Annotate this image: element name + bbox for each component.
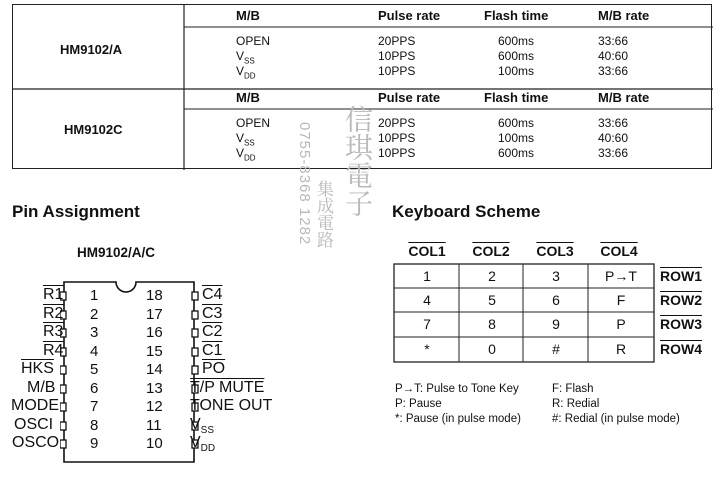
pin-number: 3	[90, 324, 99, 341]
header-mb-rate: M/B rate	[598, 90, 650, 105]
row-header: ROW4	[660, 341, 702, 357]
mb-value: OPEN	[236, 34, 271, 48]
legend-item: *: Pause (in pulse mode)	[395, 413, 521, 425]
key-cell: 4	[423, 292, 431, 308]
pulse-value: 10PPS	[378, 131, 416, 145]
watermark-subtitle: 集成電路	[314, 180, 333, 248]
key-cell: 9	[552, 316, 560, 332]
pin-label: OSCO	[12, 434, 60, 451]
pin-number: 18	[146, 287, 163, 304]
rate-value: 40:60	[598, 131, 629, 145]
header-flash-time: Flash time	[484, 90, 549, 105]
chip-name: HM9102/A/C	[77, 245, 156, 260]
pin-number: 2	[90, 306, 99, 323]
column-header: COL2	[472, 243, 510, 259]
key-cell: 7	[423, 316, 431, 332]
column-header: COL3	[536, 243, 574, 259]
pin-label: R4	[43, 342, 64, 359]
pin-label: $V_{SS}$	[190, 416, 215, 437]
rate-value: 33:66	[598, 146, 629, 160]
pin-label: C4	[202, 286, 223, 303]
key-cell: 8	[488, 316, 496, 332]
pin-number: 15	[146, 343, 163, 360]
key-cell: F	[616, 292, 626, 308]
flash-value: 600ms	[498, 34, 535, 48]
legend-item: R: Redial	[552, 398, 600, 410]
flash-value: 600ms	[498, 49, 535, 63]
watermark-company: 信琪電子	[342, 105, 373, 217]
key-cell: 6	[552, 292, 560, 308]
rate-value: 33:66	[598, 116, 629, 130]
key-cell: P→T	[605, 268, 637, 284]
pin-number: 12	[146, 398, 163, 415]
pulse-value: 10PPS	[378, 146, 416, 160]
pin-number: 17	[146, 306, 163, 323]
key-cell: P	[616, 316, 626, 332]
flash-value: 100ms	[498, 64, 535, 78]
pin-number: 14	[146, 361, 163, 378]
pin-number: 1	[90, 287, 99, 304]
key-cell: *	[424, 341, 430, 357]
chip-outline	[60, 280, 200, 465]
legend-item: P: Pause	[395, 398, 442, 410]
column-header: COL1	[408, 243, 446, 259]
key-cell: 3	[552, 268, 560, 284]
header-flash-time: Flash time	[484, 8, 549, 23]
pin-number: 6	[90, 380, 99, 397]
row-header: ROW2	[660, 292, 702, 308]
column-header: COL4	[600, 243, 638, 259]
pin-number: 13	[146, 380, 163, 397]
row-header: ROW3	[660, 316, 702, 332]
pin-label: C2	[202, 323, 223, 340]
pin-number: 8	[90, 417, 99, 434]
pin-label: R2	[43, 305, 64, 322]
key-cell: 0	[488, 341, 496, 357]
keyboard-scheme-title: Keyboard Scheme	[392, 202, 541, 221]
pin-number: 11	[146, 417, 162, 434]
legend-item: #: Redial (in pulse mode)	[552, 413, 680, 425]
pin-number: 10	[146, 435, 163, 452]
pin-number: 9	[90, 435, 99, 452]
pulse-value: 10PPS	[378, 64, 416, 78]
key-cell: #	[552, 341, 560, 357]
key-cell: 5	[488, 292, 496, 308]
watermark-phone: 0755-8368 1282	[296, 122, 313, 246]
pin-number: 16	[146, 324, 163, 341]
header-pulse-rate: Pulse rate	[378, 8, 441, 23]
pin-label: $\overline{HKS}$	[21, 360, 54, 377]
model-name: HM9102C	[64, 122, 123, 137]
rate-value: 33:66	[598, 64, 629, 78]
pin-label: M/B	[27, 379, 56, 396]
pin-label: R3	[43, 323, 64, 340]
flash-value: 600ms	[498, 116, 535, 130]
pin-assignment-title: Pin Assignment	[12, 202, 140, 221]
pulse-value: 20PPS	[378, 34, 416, 48]
legend-item: F: Flash	[552, 383, 594, 395]
pin-label: T/P MUTE	[190, 379, 265, 396]
pin-number: 4	[90, 343, 99, 360]
pin-number: 5	[90, 361, 99, 378]
model-name: HM9102/A	[60, 42, 123, 57]
pin-label: OSCI	[14, 416, 54, 433]
mb-value: $V_{SS}$	[236, 49, 255, 66]
key-cell: 1	[423, 268, 431, 284]
pulse-value: 10PPS	[378, 49, 416, 63]
pin-number: 7	[90, 398, 99, 415]
key-cell: 2	[488, 268, 496, 284]
key-cell: R	[615, 341, 627, 357]
rate-value: 40:60	[598, 49, 629, 63]
rate-value: 33:66	[598, 34, 629, 48]
header-mb: M/B	[236, 90, 260, 105]
pin-label: MODE	[11, 397, 59, 414]
pin-label: R1	[43, 286, 64, 303]
mb-value: $V_{DD}$	[236, 146, 256, 163]
legend-item: P→T: Pulse to Tone Key	[395, 383, 519, 395]
mb-value: $V_{SS}$	[236, 131, 255, 148]
header-pulse-rate: Pulse rate	[378, 90, 441, 105]
flash-value: 600ms	[498, 146, 535, 160]
row-header: ROW1	[660, 268, 702, 284]
mb-value: $V_{DD}$	[236, 64, 256, 81]
pin-label: $V_{DD}$	[190, 434, 216, 455]
header-mb: M/B	[236, 8, 260, 23]
pulse-value: 20PPS	[378, 116, 416, 130]
mb-value: OPEN	[236, 116, 271, 130]
pin-label: TONE OUT	[190, 397, 273, 414]
flash-value: 100ms	[498, 131, 535, 145]
pin-label: C3	[202, 305, 223, 322]
pin-label: C1	[202, 342, 223, 359]
header-mb-rate: M/B rate	[598, 8, 650, 23]
pin-label: $\overline{PO}$	[202, 360, 226, 377]
